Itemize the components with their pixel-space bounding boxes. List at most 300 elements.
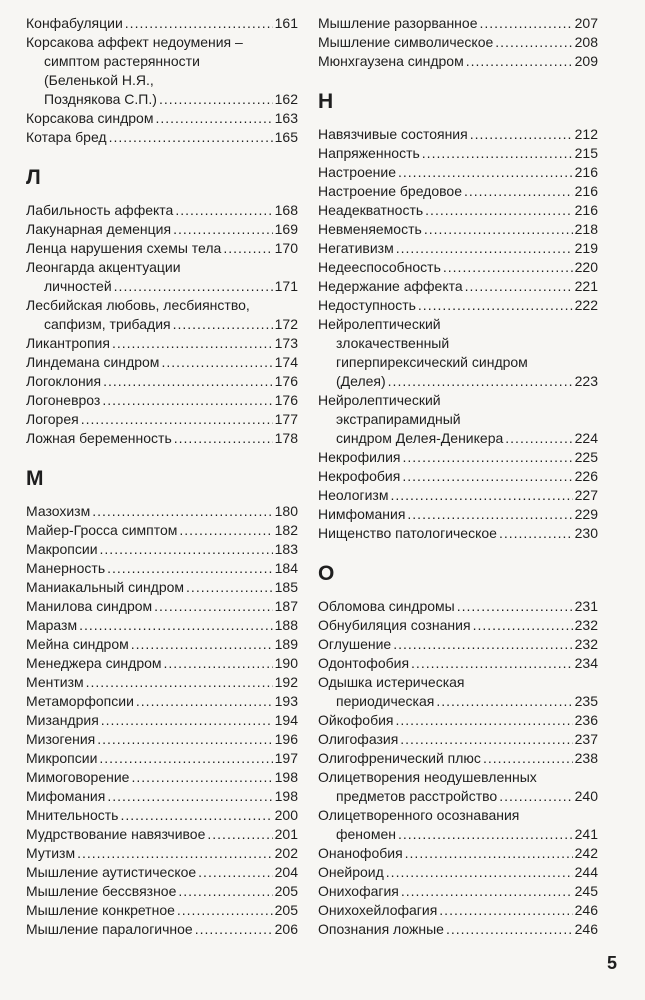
entry-row [26,901,298,920]
index-entry [318,730,598,749]
index-entry [26,692,298,711]
entry-term: периодическая [336,693,435,709]
entry-row [26,692,298,711]
entry-row [318,882,598,901]
dot-leader [495,33,572,52]
entry-term: Мышление конкретное [26,902,175,918]
dot-leader [400,730,572,749]
index-entry [318,524,598,543]
entry-term: личностей [44,278,112,294]
entry-row [26,654,298,673]
entry-term: Мышление бессвязное [26,883,177,899]
dot-leader [131,635,273,654]
entry-term: Мышление символическое [318,34,494,50]
entry-term: Линдемана синдром [26,354,160,370]
index-entry [26,33,298,109]
dot-leader [109,128,273,147]
entry-row [26,597,298,616]
entry-page-number: 182 [274,522,298,538]
entry-term: Недоступность [318,297,416,313]
dot-leader [405,844,573,863]
entry-term: Мнительность [26,807,119,823]
entry-row [318,730,598,749]
entry-page-number: 246 [574,921,598,937]
entry-page-number: 218 [574,221,598,237]
entry-row [26,616,298,635]
entry-page-number: 205 [274,902,298,918]
dot-leader [425,201,572,220]
entry-page-number: 215 [574,145,598,161]
entry-page-number: 204 [274,864,298,880]
dot-leader [401,882,573,901]
entry-row [318,616,598,635]
entry-term-line: Лесбийская любовь, лесбиянство, [26,297,250,313]
entry-term: Недержание аффекта [318,278,463,294]
entry-row [318,33,598,52]
dot-leader [120,806,272,825]
dot-leader [178,882,272,901]
entry-term: Маразм [26,617,78,633]
index-entry [318,144,598,163]
index-entry [26,730,298,749]
index-entry [318,597,598,616]
index-entry [318,182,598,201]
entry-page-number: 174 [274,354,298,370]
entry-page-number: 216 [574,183,598,199]
dot-leader [446,920,573,939]
entry-row [26,14,298,33]
entry-term: Ойкофобия [318,712,394,728]
entry-page-number: 178 [274,430,298,446]
entry-page-number: 232 [574,617,598,633]
entry-term: Мутизм [26,845,76,861]
entry-row [318,258,598,277]
dot-leader [465,277,573,296]
entry-term: Мышление аутистическое [26,864,197,880]
dot-leader [439,901,572,920]
index-entry [26,673,298,692]
index-entry [26,901,298,920]
index-entry [318,673,598,711]
entry-row [318,901,598,920]
entry-term-line: Олицетворенного осознавания [318,807,520,823]
index-entry [318,33,598,52]
entry-row [318,711,598,730]
entry-row [26,502,298,521]
entry-page-number: 173 [274,335,298,351]
entry-term: Конфабуляции [26,15,123,31]
entry-row [318,448,598,467]
dot-leader [473,616,573,635]
dot-leader [107,559,273,578]
entry-row [318,467,598,486]
entry-page-number: 236 [574,712,598,728]
entry-term-line: Нейролептический [318,392,441,408]
entry-row [26,109,298,128]
entry-page-number: 237 [574,731,598,747]
entry-page-number: 193 [274,693,298,709]
index-entry [318,163,598,182]
entry-term-line: Одышка истерическая [318,674,465,690]
dot-leader [422,144,573,163]
entry-term: Мифомания [26,788,106,804]
entry-term: (Делея) [336,373,386,389]
entry-row [318,692,598,711]
index-entry [26,616,298,635]
entry-term: Одонтофобия [318,655,410,671]
dot-leader [499,524,573,543]
entry-page-number: 246 [574,902,598,918]
dot-leader [470,125,573,144]
dot-leader [393,635,572,654]
entry-term: Онейроид [318,864,384,880]
entry-row [26,90,298,109]
entry-row [26,277,298,296]
index-entry [26,654,298,673]
entry-row [318,920,598,939]
index-entry [318,920,598,939]
entry-page-number: 231 [574,598,598,614]
dot-leader [195,920,273,939]
entry-row [318,654,598,673]
entry-page-number: 229 [574,506,598,522]
entry-row [26,768,298,787]
entry-term: Маниакальный синдром [26,579,185,595]
entry-term-line: Нейролептический [318,316,441,332]
entry-page-number: 223 [574,373,598,389]
entry-row [26,787,298,806]
entry-page-number: 196 [274,731,298,747]
index-entry [318,467,598,486]
index-entry [318,505,598,524]
entry-term: синдром Делея-Деникера [336,430,504,446]
index-entry [318,654,598,673]
dot-leader [398,163,573,182]
entry-term: Нищенство патологическое [318,525,497,541]
entry-page-number: 220 [574,259,598,275]
index-entry [26,597,298,616]
entry-page-number: 227 [574,487,598,503]
index-entry [318,486,598,505]
entry-page-number: 187 [274,598,298,614]
entry-row [318,825,598,844]
index-entry [26,296,298,334]
entry-term: Мышление паралогичное [26,921,193,937]
index-entry [26,749,298,768]
entry-row [318,524,598,543]
index-entry [318,125,598,144]
entry-row [318,163,598,182]
entry-page-number: 219 [574,240,598,256]
entry-row [26,540,298,559]
entry-page-number: 190 [274,655,298,671]
index-entry [318,901,598,920]
entry-term: Мудрствование навязчивое [26,826,206,842]
entry-row [26,578,298,597]
section-letter: О [318,562,335,585]
entry-row [318,296,598,315]
entry-page-number: 234 [574,655,598,671]
section-letter: Н [318,90,334,113]
entry-term: Напряженность [318,145,420,161]
entry-row [318,863,598,882]
index-entry [26,920,298,939]
entry-row [26,730,298,749]
entry-row [26,239,298,258]
dot-leader [154,597,272,616]
entry-term: Невменяемость [318,221,422,237]
entry-row [26,882,298,901]
entry-term: Мизандрия [26,712,99,728]
entry-term: Мимоговорение [26,769,130,785]
index-entry [318,749,598,768]
entry-page-number: 185 [274,579,298,595]
entry-term: Онанофобия [318,845,403,861]
entry-term: Ликантропия [26,335,110,351]
entry-row [318,597,598,616]
index-entry [318,844,598,863]
entry-term: Котара бред [26,129,107,145]
dot-leader [418,296,573,315]
index-entry [318,711,598,730]
entry-page-number: 222 [574,297,598,313]
dot-leader [207,825,272,844]
entry-term: Манилова синдром [26,598,153,614]
entry-term: Обломова синдромы [318,598,455,614]
entry-page-number: 188 [274,617,298,633]
entry-row [318,844,598,863]
dot-leader [505,429,572,448]
dot-leader [92,502,272,521]
dot-leader [457,597,573,616]
entry-page-number: 183 [274,541,298,557]
dot-leader [155,109,272,128]
entry-term: Обнубиляция сознания [318,617,471,633]
entry-page-number: 169 [274,221,298,237]
index-entry [318,277,598,296]
index-entry [26,14,298,33]
entry-row [318,635,598,654]
entry-row [318,144,598,163]
entry-page-number: 242 [574,845,598,861]
entry-page-number: 176 [274,373,298,389]
index-column-right [318,14,598,939]
dot-leader [164,654,273,673]
entry-row [318,372,598,391]
entry-row [26,559,298,578]
entry-term: Некрофилия [318,449,401,465]
entry-term: Настроение бредовое [318,183,462,199]
entry-row [26,315,298,334]
entry-term-line: Олицетворения неодушевленных [318,769,537,785]
entry-term: Онихохейлофагия [318,902,438,918]
entry-term: феномен [336,826,396,842]
dot-leader [390,486,572,505]
entry-term: Майер-Гросса симптом [26,522,178,538]
entry-term: Корсакова синдром [26,110,154,126]
index-entry [318,14,598,33]
dot-leader [396,711,573,730]
index-entry [26,882,298,901]
index-entry [26,806,298,825]
entry-term: Метаморфопсии [26,693,134,709]
entry-row [26,372,298,391]
entry-page-number: 165 [274,129,298,145]
index-entry [318,315,598,391]
entry-page-number: 212 [574,126,598,142]
entry-term: Опознания ложные [318,921,444,937]
index-entry [26,825,298,844]
entry-page-number: 238 [574,750,598,766]
entry-term: Мейна синдром [26,636,129,652]
entry-term: Онихофагия [318,883,399,899]
index-entry [318,863,598,882]
entry-row [26,220,298,239]
index-entry [26,334,298,353]
entry-row [26,353,298,372]
entry-term: Настроение [318,164,397,180]
index-entry [318,52,598,71]
entry-row [26,749,298,768]
dot-leader [398,825,573,844]
entry-page-number: 192 [274,674,298,690]
index-entry [318,201,598,220]
entry-row [26,410,298,429]
entry-row [26,635,298,654]
entry-term: Олигофренический плюс [318,750,481,766]
entry-page-number: 198 [274,788,298,804]
entry-row [318,239,598,258]
dot-leader [198,863,272,882]
dot-leader [436,692,572,711]
entry-term: Логорея [26,411,79,427]
entry-term: предметов расстройство [336,788,498,804]
entry-page-number: 161 [274,15,298,31]
entry-term: Ложная беременность [26,430,172,446]
index-entry [26,220,298,239]
entry-row [318,220,598,239]
index-entry [26,391,298,410]
entry-row [26,711,298,730]
entry-row [26,673,298,692]
index-entry [318,296,598,315]
entry-page-number: 221 [574,278,598,294]
index-entry [26,768,298,787]
entry-page-number: 177 [274,411,298,427]
entry-term: Ментизм [26,674,84,690]
entry-term-line: гиперпирексический синдром [336,354,528,370]
entry-term: Лабильность аффекта [26,202,174,218]
entry-term: Мюнхгаузена синдром [318,53,464,69]
entry-row [318,52,598,71]
index-entry [318,882,598,901]
entry-page-number: 224 [574,430,598,446]
index-entry [318,220,598,239]
index-entry [26,844,298,863]
index-entry [318,768,598,806]
entry-page-number: 208 [574,34,598,50]
dot-leader [136,692,273,711]
dot-leader [101,711,273,730]
dot-leader [386,863,573,882]
entry-term: Мизогения [26,731,96,747]
entry-page-number: 209 [574,53,598,69]
entry-term: Манерность [26,560,106,576]
dot-leader [103,372,273,391]
entry-page-number: 241 [574,826,598,842]
entry-row [318,787,598,806]
index-entry [26,258,298,296]
index-entry [26,372,298,391]
index-entry [26,711,298,730]
entry-term: Недееспособность [318,259,441,275]
dot-leader [131,768,272,787]
dot-leader [177,901,273,920]
entry-term: сапфизм, трибадия [44,316,171,332]
entry-page-number: 171 [274,278,298,294]
dot-leader [174,429,273,448]
index-entry [318,239,598,258]
entry-row [26,201,298,220]
entry-page-number: 232 [574,636,598,652]
index-column-left [26,14,298,939]
entry-term: Некрофобия [318,468,401,484]
entry-row [26,521,298,540]
entry-row [26,806,298,825]
dot-leader [223,239,272,258]
dot-leader [480,14,573,33]
entry-page-number: 230 [574,525,598,541]
entry-term: Оглушение [318,636,392,652]
entry-term: Нимфомания [318,506,406,522]
dot-leader [100,540,273,559]
dot-leader [173,315,273,334]
entry-page-number: 216 [574,164,598,180]
entry-row [318,125,598,144]
entry-term-line: Леонгарда акцентуации [26,259,181,275]
entry-page-number: 200 [274,807,298,823]
index-entry [26,502,298,521]
entry-term: Мазохизм [26,503,91,519]
entry-term-line: экстрапирамидный [336,411,461,427]
entry-page-number: 162 [274,91,298,107]
dot-leader [102,391,272,410]
index-entry [26,521,298,540]
entry-page-number: 180 [274,503,298,519]
dot-leader [443,258,573,277]
entry-row [318,486,598,505]
dot-leader [499,787,572,806]
entry-term: Логоклония [26,373,102,389]
dot-leader [173,220,273,239]
dot-leader [396,239,573,258]
entry-term: Неологизм [318,487,389,503]
dot-leader [186,578,273,597]
dot-leader [179,521,272,540]
index-entry [26,353,298,372]
entry-row [318,201,598,220]
entry-row [318,505,598,524]
entry-page-number: 170 [274,240,298,256]
entry-page-number: 176 [274,392,298,408]
entry-term: Микропсии [26,750,98,766]
dot-leader [175,201,272,220]
dot-leader [99,749,272,768]
index-entry [318,806,598,844]
entry-row [26,844,298,863]
dot-leader [125,14,273,33]
entry-page-number: 163 [274,110,298,126]
